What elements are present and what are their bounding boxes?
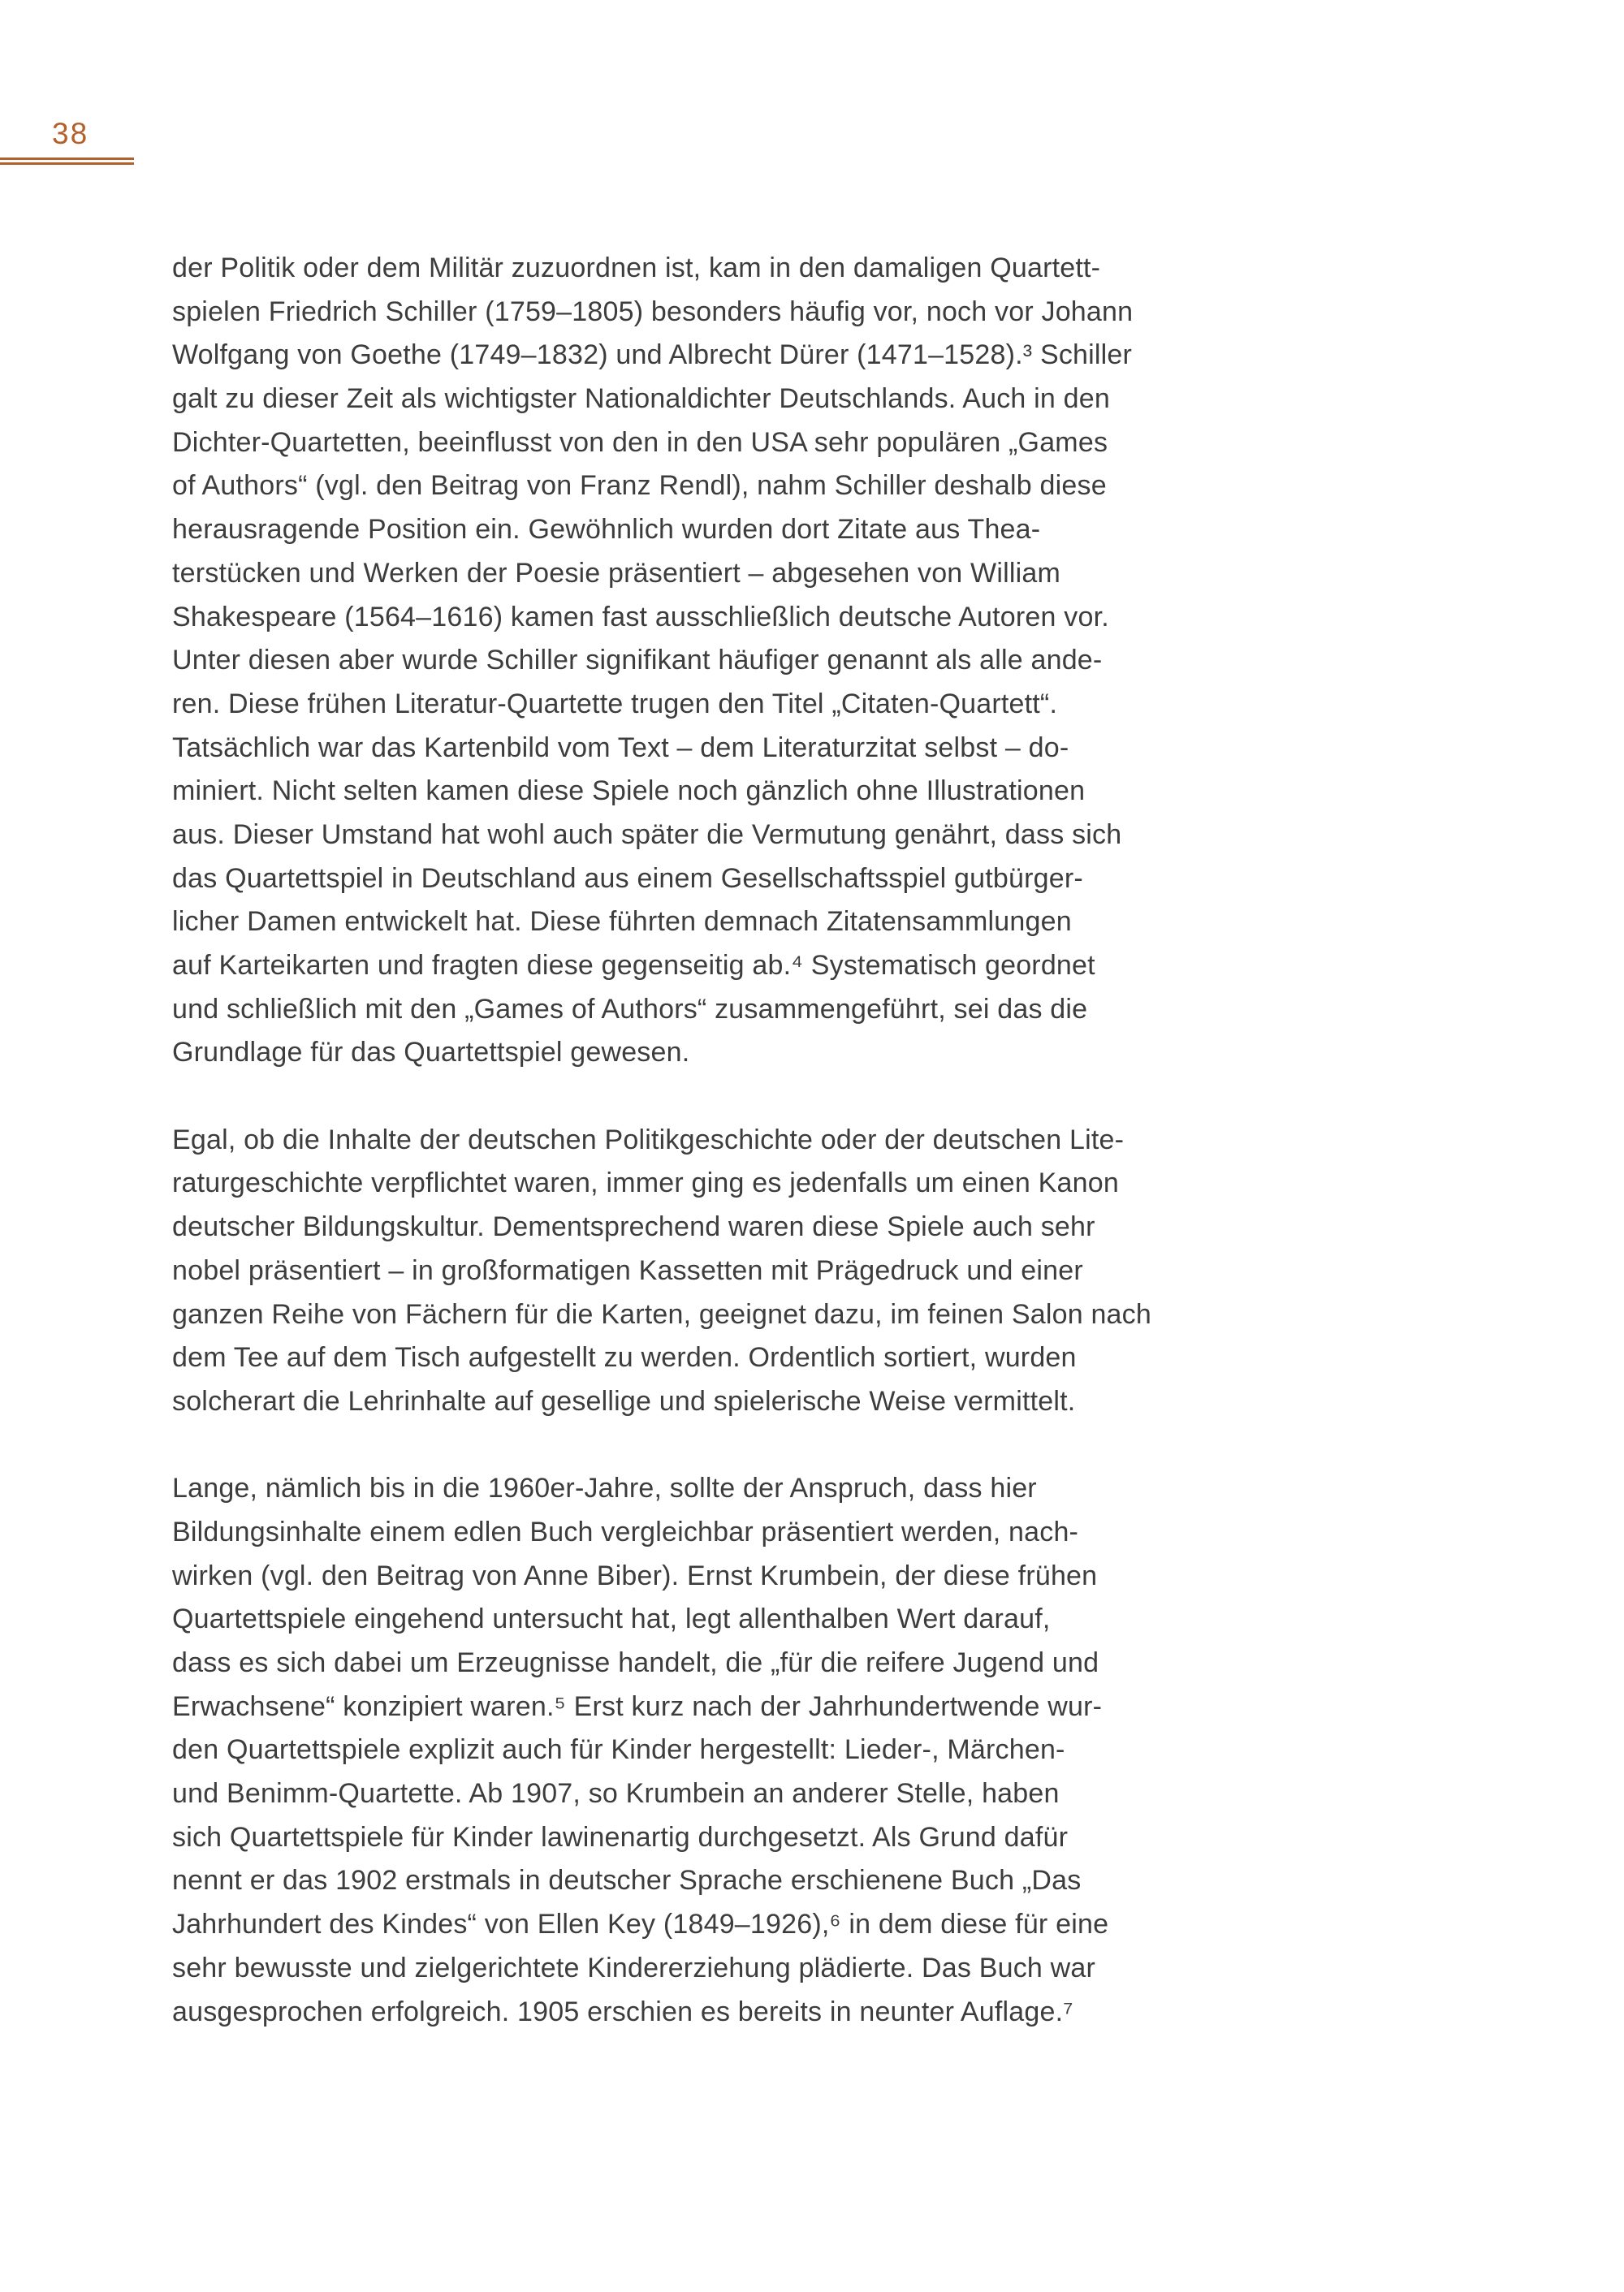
text-line: und schließlich mit den „Games of Authors“ zusammengeführt, sei das die (172, 993, 1088, 1025)
text-line: sehr bewusste und zielgerichtete Kindererziehung plädierte. Das Buch war (172, 1952, 1096, 1983)
text-line: Egal, ob die Inhalte der deutschen Politikgeschichte oder der deutschen Lite- (172, 1124, 1125, 1155)
text-line: Bildungsinhalte einem edlen Buch vergleichbar präsentiert werden, nach- (172, 1516, 1079, 1547)
text-line: Grundlage für das Quartettspiel gewesen. (172, 1037, 690, 1068)
text-line: und Benimm-Quartette. Ab 1907, so Krumbein an anderer Stelle, haben (172, 1778, 1060, 1810)
text-line: der Politik oder dem Militär zuzuordnen ist, kam in den damaligen Quartett- (172, 253, 1101, 283)
text-line: wirken (vgl. den Beitrag von Anne Biber). Ernst Krumbein, der diese frühen (172, 1560, 1098, 1591)
text-line: ganzen Reihe von Fächern für die Karten, geeignet dazu, im feinen Salon nach (172, 1298, 1151, 1330)
text-line: ren. Diese frühen Literatur-Quartette trugen den Titel „Citaten-Quartett“. (172, 688, 1058, 719)
text-line: licher Damen entwickelt hat. Diese führten demnach Zitatensammlungen (172, 906, 1072, 938)
text-line: ausgesprochen erfolgreich. 1905 erschien es bereits in neunter Auflage.⁷ (172, 1996, 1073, 2027)
text-line: miniert. Nicht selten kamen diese Spiele noch gänzlich ohne Illustrationen (172, 775, 1086, 807)
header-rule-bottom (0, 162, 134, 165)
text-line: dass es sich dabei um Erzeugnisse handelt, die „für die reifere Jugend und (172, 1647, 1099, 1678)
text-line: deutscher Bildungskultur. Dementsprechend waren diese Spiele auch sehr (172, 1211, 1095, 1243)
text-line: Tatsächlich war das Kartenbild vom Text – dem Literaturzitat selbst – do- (172, 732, 1069, 763)
text-line: Shakespeare (1564–1616) kamen fast ausschließlich deutsche Autoren vor. (172, 601, 1109, 632)
text-line: Wolfgang von Goethe (1749–1832) und Albrecht Dürer (1471–1528).³ Schiller (172, 339, 1133, 371)
text-line: das Quartettspiel in Deutschland aus einem Gesellschaftsspiel gutbürger- (172, 862, 1083, 894)
text-line: dem Tee auf dem Tisch aufgestellt zu werden. Ordentlich sortiert, wurden (172, 1342, 1077, 1374)
text-line: Lange, nämlich bis in die 1960er-Jahre, sollte der Anspruch, dass hier (172, 1473, 1037, 1504)
text-line: Dichter-Quartetten, beeinflusst von den in den USA sehr populären „Games (172, 426, 1108, 458)
paragraph-1 (172, 247, 1276, 1075)
text-line: Erwachsene“ konzipiert waren.⁵ Erst kurz nach der Jahrhundertwende wur- (172, 1690, 1103, 1722)
text-line: nobel präsentiert – in großformatigen Kassetten mit Prägedruck und einer (172, 1254, 1083, 1286)
page-number: 38 (52, 117, 89, 150)
text-line: spielen Friedrich Schiller (1759–1805) besonders häufig vor, noch vor Johann (172, 296, 1134, 327)
text-line: nennt er das 1902 erstmals in deutscher Sprache erschienene Buch „Das (172, 1865, 1082, 1897)
text-line: aus. Dieser Umstand hat wohl auch später die Vermutung genährt, dass sich (172, 818, 1122, 850)
text-line: Unter diesen aber wurde Schiller signifikant häufiger genannt als alle ande- (172, 645, 1103, 676)
text-line: raturgeschichte verpflichtet waren, immer ging es jedenfalls um einen Kanon (172, 1168, 1119, 1199)
text-line: Jahrhundert des Kindes“ von Ellen Key (1849–1926),⁶ in dem diese für eine (172, 1909, 1109, 1940)
text-line: galt zu dieser Zeit als wichtigster Nationaldichter Deutschlands. Auch in den (172, 383, 1110, 415)
text-line: auf Karteikarten und fragten diese gegenseitig ab.⁴ Systematisch geordnet (172, 950, 1095, 981)
text-line: of Authors“ (vgl. den Beitrag von Franz Rendl), nahm Schiller deshalb diese (172, 470, 1107, 502)
text-line: solcherart die Lehrinhalte auf gesellige und spielerische Weise vermittelt. (172, 1385, 1076, 1417)
text-line: sich Quartettspiele für Kinder lawinenartig durchgesetzt. Als Grund dafür (172, 1821, 1069, 1853)
header-rule-top (0, 158, 134, 160)
paragraph-2 (172, 1119, 1276, 1424)
body-text (172, 247, 1276, 2034)
text-line: Quartettspiele eingehend untersucht hat, legt allenthalben Wert darauf, (172, 1604, 1051, 1635)
text-line: herausragende Position ein. Gewöhnlich wurden dort Zitate aus Thea- (172, 514, 1041, 546)
text-line: den Quartettspiele explizit auch für Kinder hergestellt: Lieder-, Märchen- (172, 1734, 1065, 1766)
text-line: terstücken und Werken der Poesie präsentiert – abgesehen von William (172, 557, 1060, 589)
paragraph-3 (172, 1467, 1276, 2034)
